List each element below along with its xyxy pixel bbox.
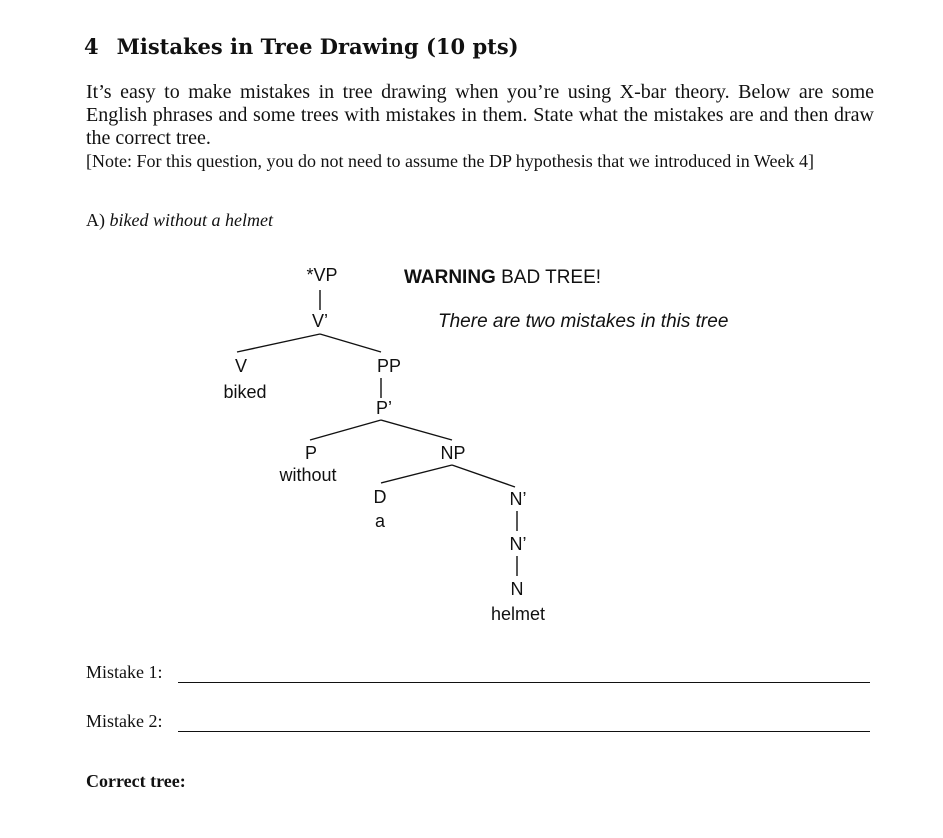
branch-pbar-np [381, 420, 452, 440]
note-paragraph: [Note: For this question, you do not need to assume the DP hypothesis that we introduced in Week 4] [86, 151, 814, 171]
node-d: D [373, 487, 387, 507]
tree-caption: There are two mistakes in this tree [438, 311, 729, 332]
word-without: without [279, 465, 337, 485]
branch-vbar-v [237, 334, 320, 352]
node-p: P [304, 443, 318, 463]
node-v: V [234, 356, 248, 376]
part-phrase: biked without a helmet [109, 210, 273, 230]
node-n: N [510, 579, 524, 599]
word-helmet: helmet [490, 604, 546, 624]
node-n-bar-lower: N’ [509, 534, 527, 554]
node-np: NP [440, 443, 466, 463]
branch-np-nbar [452, 465, 515, 487]
intro-paragraph: It’s easy to make mistakes in tree drawing when you’re using X-bar theory. Below are some English phrases and some trees with mistakes in them. State what the mistakes are and then draw the correct tree. [86, 81, 874, 149]
part-label: A) [86, 210, 105, 230]
correct-tree-label: Correct tree: [86, 771, 186, 791]
branch-pbar-p [310, 420, 381, 440]
warning-bold: WARNING [404, 267, 496, 288]
node-v-bar: V’ [311, 311, 329, 331]
node-p-bar: P’ [375, 398, 393, 418]
branch-vbar-pp [320, 334, 381, 352]
mistake-1-answer-line[interactable] [178, 682, 870, 683]
word-a: a [374, 511, 386, 531]
word-biked: biked [223, 382, 267, 402]
warning-rest: BAD TREE! [495, 267, 602, 288]
section-number: 4 [84, 34, 99, 59]
node-n-bar-upper: N’ [509, 489, 527, 509]
mistake-2-label: Mistake 2: [86, 711, 163, 731]
mistake-1-label: Mistake 1: [86, 662, 163, 682]
branch-np-d [381, 465, 452, 483]
node-vp: *VP [306, 265, 338, 285]
node-pp: PP [376, 356, 402, 376]
warning-label [404, 267, 601, 289]
section-title: Mistakes in Tree Drawing (10 pts) [116, 34, 519, 59]
mistake-2-answer-line[interactable] [178, 731, 870, 732]
